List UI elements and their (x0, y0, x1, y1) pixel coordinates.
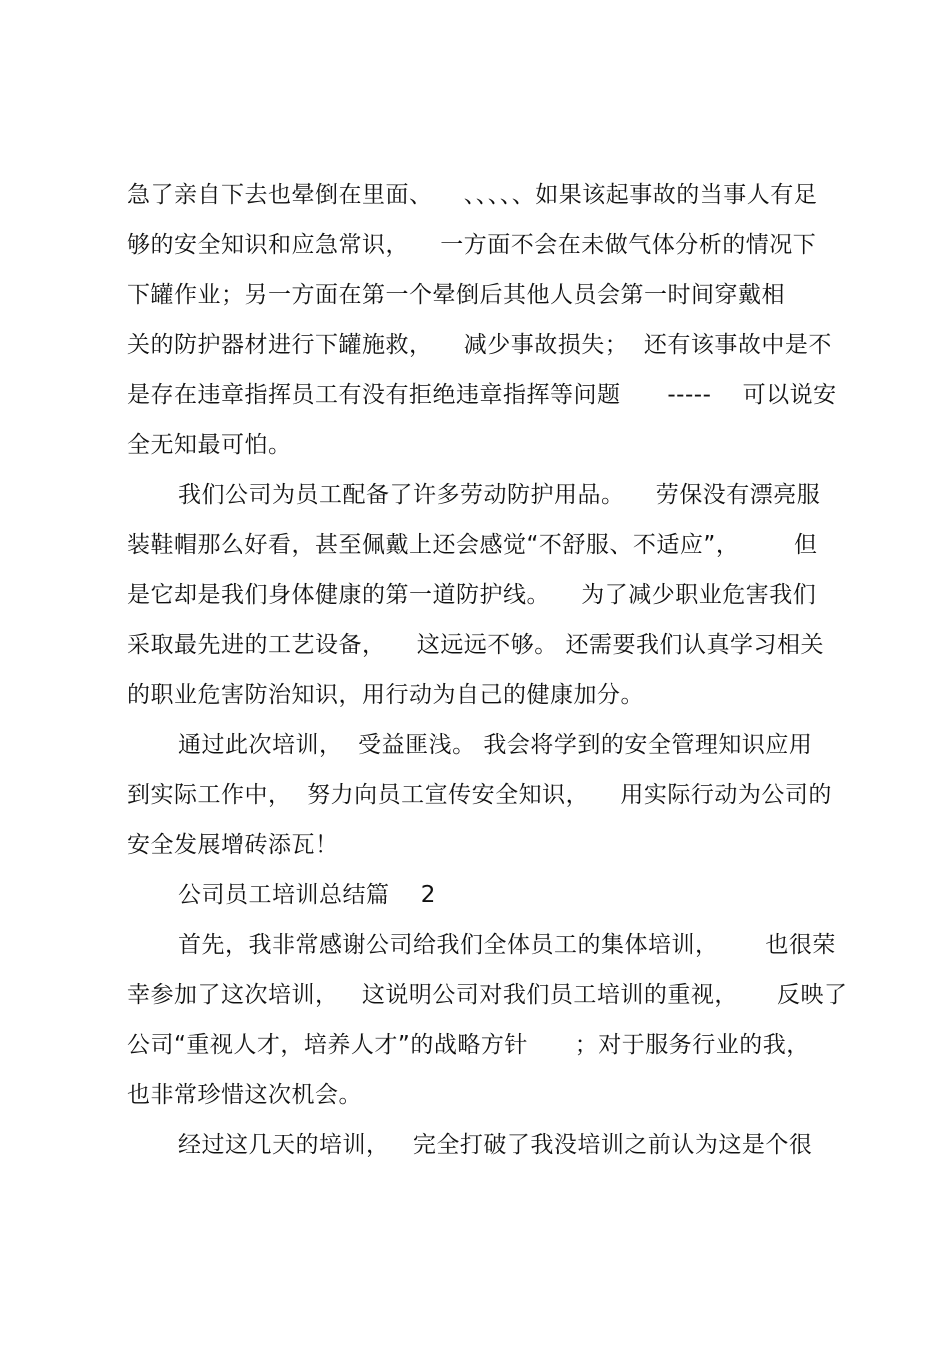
text-line: 是存在违章指挥员工有没有拒绝违章指挥等问题 ----- 可以说安 (127, 382, 837, 408)
text-line: 全无知最可怕。 (127, 432, 292, 458)
text-line: 幸参加了这次培训， 这说明公司对我们员工培训的重视， 反映了 (127, 982, 848, 1008)
section-heading: 公司员工培训总结篇 2 (178, 882, 436, 908)
text-line: 的职业危害防治知识，用行动为自己的健康加分。 (127, 682, 644, 708)
text-line: 也非常珍惜这次机会。 (127, 1082, 362, 1108)
text-line: 采取最先进的工艺设备， 这远远不够。 还需要我们认真学习相关 (127, 632, 825, 658)
text-line: 装鞋帽那么好看，甚至佩戴上还会感觉“不舒服、不适应”， 但 (127, 532, 818, 558)
text-line: 下罐作业；另一方面在第一个晕倒后其他人员会第一时间穿戴相 (127, 282, 785, 308)
text-line: 是它却是我们身体健康的第一道防护线。 为了减少职业危害我们 (127, 582, 817, 608)
text-line: 安全发展增砖添瓦！ (127, 832, 339, 858)
text-line: 公司“重视人才，培养人才”的战略方针 ；对于服务行业的我， (127, 1032, 810, 1058)
text-line: 关的防护器材进行下罐施救， 减少事故损失； 还有该事故中是不 (127, 332, 832, 358)
paragraph-start-line: 经过这几天的培训， 完全打破了我没培训之前认为这是个很 (178, 1132, 813, 1158)
text-line: 够的安全知识和应急常识， 一方面不会在未做气体分析的情况下 (127, 232, 817, 258)
paragraph-start-line: 我们公司为员工配备了许多劳动防护用品。 劳保没有漂亮服 (178, 482, 821, 508)
paragraph-start-line: 首先，我非常感谢公司给我们全体员工的集体培训， 也很荣 (178, 932, 836, 958)
paragraph-start-line: 通过此次培训， 受益匪浅。 我会将学到的安全管理知识应用 (178, 732, 813, 758)
text-line: 急了亲自下去也晕倒在里面、 、、、、、如果该起事故的当事人有足 (127, 182, 818, 208)
text-line: 到实际工作中， 努力向员工宣传安全知识， 用实际行动为公司的 (127, 782, 832, 808)
